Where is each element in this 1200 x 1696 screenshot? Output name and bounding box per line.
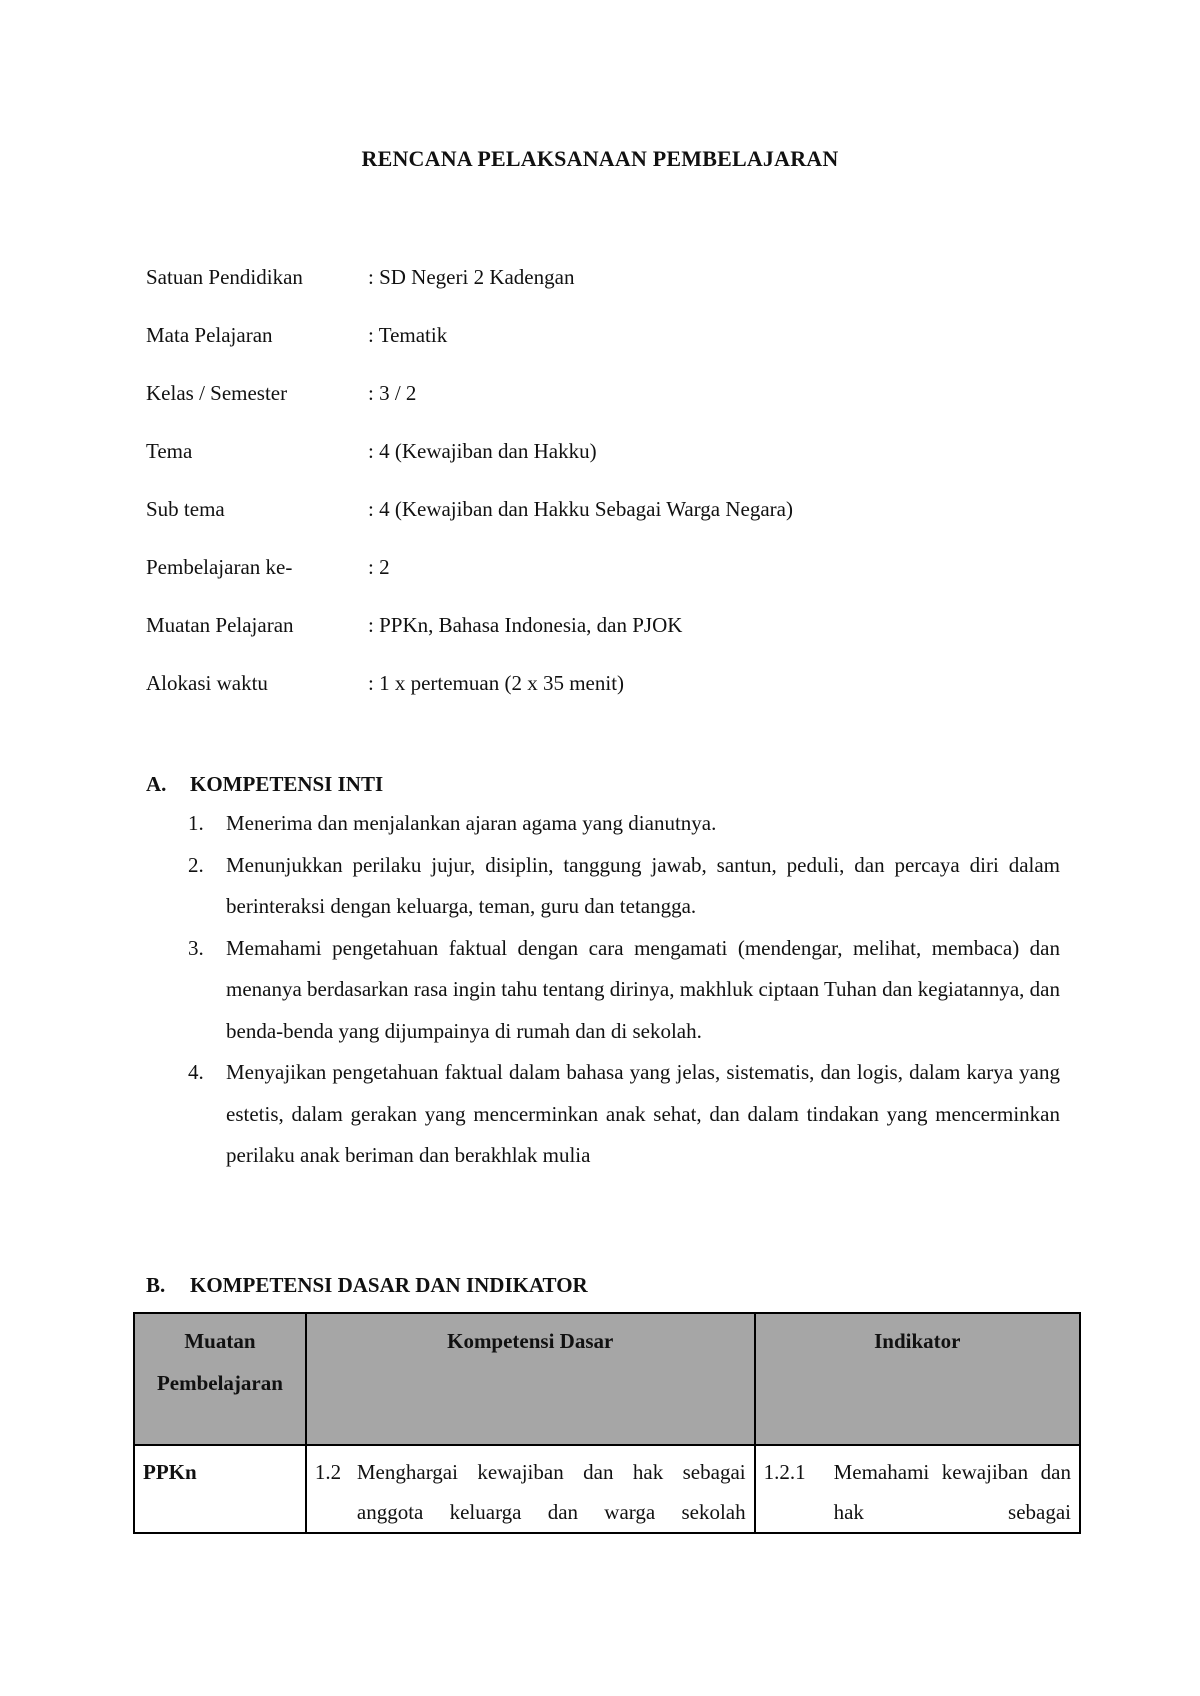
cell-indikator [755, 1445, 1080, 1533]
cell-kompetensi-dasar [306, 1445, 755, 1533]
list-item [188, 845, 1060, 928]
identity-label: Mata Pelajaran [146, 323, 273, 347]
identity-row-sub-tema [146, 494, 1096, 524]
identity-row-pembelajaran-ke [146, 552, 1096, 582]
section-letter: B. [146, 1273, 166, 1297]
identity-row-muatan-pelajaran [146, 610, 1096, 640]
identity-row-tema [146, 436, 1096, 466]
section-title: KOMPETENSI INTI [190, 772, 384, 796]
identity-label: Satuan Pendidikan [146, 265, 303, 289]
list-number: 3. [188, 935, 204, 960]
identity-row-satuan [146, 262, 1096, 292]
list-text: Memahami pengetahuan faktual dengan cara mengamati (mendengar, melihat, membaca) dan menanya berdasarkan rasa ingin tahu tentang dirinya, makhluk ciptaan Tuhan dan kegiatannya, dan benda-benda yang dijumpainya di rumah dan di sekolah. [226, 935, 1060, 1043]
identity-value: : PPKn, Bahasa Indonesia, dan PJOK [368, 613, 683, 637]
identity-value: : 1 x pertemuan (2 x 35 menit) [368, 671, 625, 695]
indikator-number: 1.2.1 [763, 1460, 806, 1484]
identity-label: Pembelajaran ke- [146, 555, 293, 579]
indikator-text: Memahami kewajiban dan hak sebagai [833, 1460, 1071, 1524]
identity-value: : 2 [368, 555, 390, 579]
cell-muatan: PPKn [134, 1445, 306, 1533]
identity-row-alokasi-waktu [146, 668, 1096, 698]
identity-value: : 4 (Kewajiban dan Hakku) [368, 439, 597, 463]
header-indikator: Indikator [755, 1313, 1080, 1445]
list-item [188, 1052, 1060, 1177]
identity-value: : 4 (Kewajiban dan Hakku Sebagai Warga Negara) [368, 497, 793, 521]
identity-label: Tema [146, 439, 193, 463]
identity-row-kelas-semester [146, 378, 1096, 408]
kompetensi-dasar-table [133, 1312, 1081, 1534]
list-number: 2. [188, 852, 204, 877]
list-text: Menyajikan pengetahuan faktual dalam bahasa yang jelas, sistematis, dan logis, dalam karya yang estetis, dalam gerakan yang mencerminkan anak sehat, dan dalam tindakan yang mencerminkan perilaku anak beriman dan berakhlak mulia [226, 1060, 1060, 1167]
identity-value: : SD Negeri 2 Kadengan [368, 265, 575, 289]
table-header-row [134, 1313, 1080, 1445]
section-letter: A. [146, 772, 167, 796]
list-text: Menerima dan menjalankan ajaran agama yang dianutnya. [226, 811, 717, 835]
section-b-heading [146, 1270, 588, 1300]
section-a-heading [146, 769, 383, 799]
section-title: KOMPETENSI DASAR DAN INDIKATOR [190, 1273, 588, 1297]
header-kompetensi-dasar: Kompetensi Dasar [306, 1313, 755, 1445]
identity-label: Sub tema [146, 497, 225, 521]
identity-label: Muatan Pelajaran [146, 613, 294, 637]
identity-label: Kelas / Semester [146, 381, 288, 405]
header-muatan: Muatan Pembelajaran [134, 1313, 306, 1445]
list-number: 4. [188, 1060, 204, 1084]
list-number: 1. [188, 811, 204, 835]
table-row [134, 1445, 1080, 1533]
identity-value: : Tematik [368, 323, 448, 347]
list-item [188, 928, 1060, 1053]
list-item [188, 803, 1060, 845]
kd-text: Menghargai kewajiban dan hak sebagai anggota keluarga dan warga sekolah [356, 1460, 746, 1524]
list-text: Menunjukkan perilaku jujur, disiplin, tanggung jawab, santun, peduli, dan percaya diri dalam berinteraksi dengan keluarga, teman, guru dan tetangga. [226, 852, 1060, 918]
identity-label: Alokasi waktu [146, 671, 268, 695]
kompetensi-inti-list [188, 803, 1060, 1177]
identity-row-mata-pelajaran [146, 320, 1096, 350]
document-title: RENCANA PELAKSANAAN PEMBELAJARAN [361, 146, 839, 171]
identity-value: : 3 / 2 [368, 381, 417, 405]
kd-number: 1.2 [314, 1460, 342, 1484]
